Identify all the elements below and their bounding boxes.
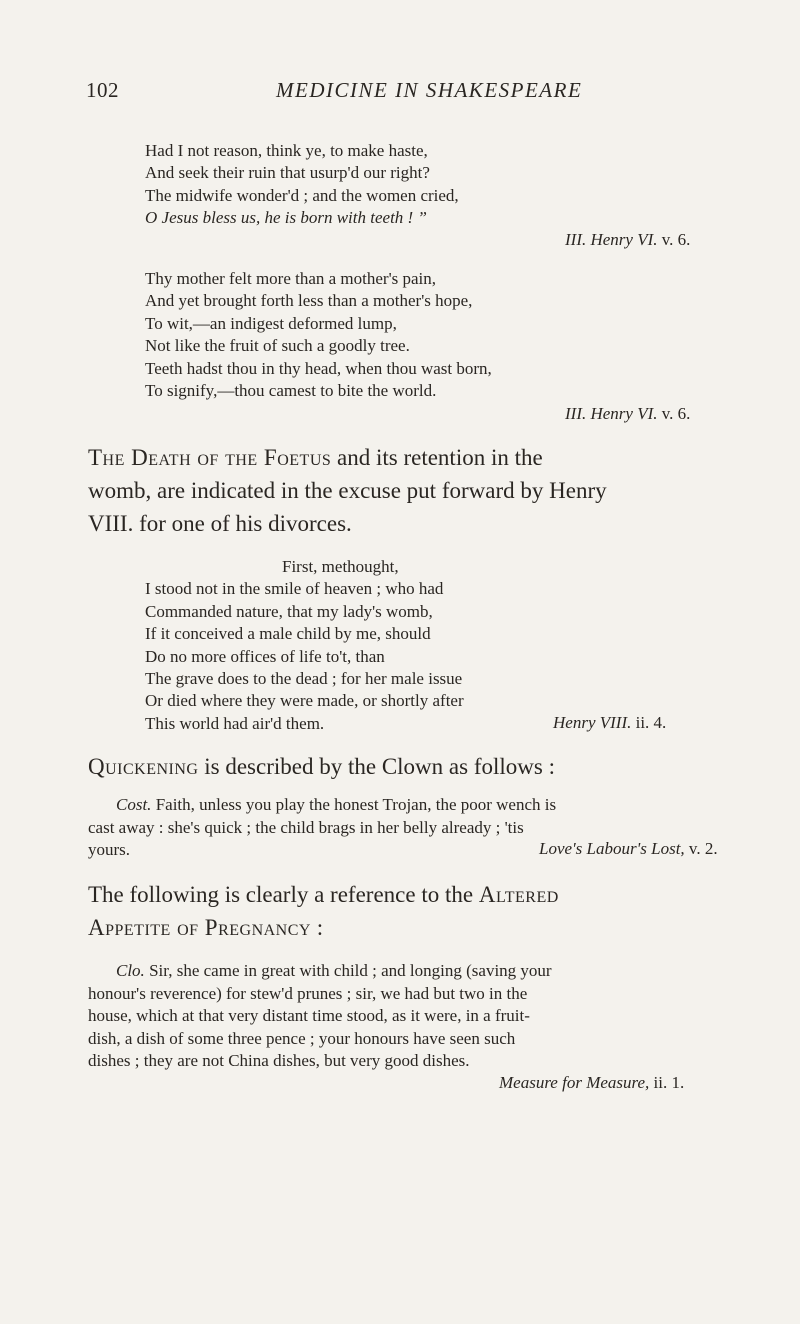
paragraph-line: The Death of the Foetus and its retention in the: [88, 445, 543, 470]
verse-line: Or died where they were made, or shortly after: [145, 691, 464, 711]
citation-ref: ii. 4.: [635, 713, 667, 732]
paragraph-line: womb, are indicated in the excuse put forward by Henry: [88, 478, 607, 503]
running-title: MEDICINE IN SHAKESPEARE: [276, 78, 583, 102]
citation-ref: v. 6.: [661, 230, 691, 249]
prose-line: house, which at that very distant time stood, as it were, in a fruit-: [88, 1006, 530, 1026]
verse-line: First, methought,: [282, 557, 399, 576]
section-lead: The Death of the Foetus: [88, 445, 332, 470]
paragraph-appetite: [88, 878, 761, 944]
citation-title: Measure for Measure,: [499, 1073, 650, 1092]
prose-line: honour's reverence) for stew'd prunes ; sir, we had but two in the: [88, 983, 528, 1003]
verse-line: Teeth hadst thou in thy head, when thou wast born,: [145, 358, 492, 378]
citation-5: [499, 1073, 684, 1093]
prose-quote-5: [88, 960, 761, 1073]
citation-2: [565, 404, 690, 424]
citation-3: [553, 713, 666, 733]
speaker-name: Clo.: [116, 961, 145, 980]
citation-ref: v. 2.: [688, 839, 718, 858]
prose-line: dish, a dish of some three pence ; your honours have seen such: [88, 1028, 516, 1048]
verse-line: The midwife wonder'd ; and the women cried,: [145, 185, 459, 205]
verse-line: Not like the fruit of such a goodly tree.: [145, 336, 410, 356]
verse-line: Thy mother felt more than a mother's pain,: [145, 269, 437, 288]
verse-quote-2: [145, 268, 492, 402]
paragraph-line: The following is clearly a reference to the Altered: [88, 882, 559, 907]
verse-line: This world had air'd them.: [145, 713, 325, 733]
verse-line: The grave does to the dead ; for her male issue: [145, 669, 463, 689]
citation-ref: ii. 1.: [653, 1073, 685, 1092]
paragraph-foetus: [88, 441, 761, 540]
verse-line: If it conceived a male child by me, should: [145, 624, 431, 644]
paragraph-line: Appetite of Pregnancy :: [88, 915, 324, 940]
verse-line: And seek their ruin that usurp'd our right?: [145, 163, 430, 183]
paragraph-line: VIII. for one of his divorces.: [88, 511, 352, 536]
page-number: 102: [86, 78, 119, 102]
citation-title: III. Henry VI.: [565, 404, 658, 423]
verse-quote-3: [145, 556, 464, 735]
verse-line: To signify,—thou camest to bite the world.: [145, 381, 437, 401]
citation-title: Love's Labour's Lost,: [539, 839, 685, 858]
citation-1: [565, 230, 690, 250]
section-lead: Quickening: [88, 754, 199, 779]
speaker-name: Cost.: [116, 795, 152, 814]
citation-title: III. Henry VI.: [565, 230, 658, 249]
verse-line: O Jesus bless us, he is born with teeth ! ”: [145, 208, 427, 228]
prose-line: Clo. Sir, she came in great with child ; and longing (saving your: [116, 961, 552, 980]
prose-line: dishes ; they are not China dishes, but very good dishes.: [88, 1051, 470, 1071]
verse-line: Do no more offices of life to't, than: [145, 646, 385, 666]
verse-quote-1: [145, 140, 459, 230]
prose-line: Cost. Faith, unless you play the honest Trojan, the poor wench is: [116, 795, 557, 814]
paragraph-line: Quickening is described by the Clown as follows :: [88, 754, 555, 779]
citation-title: Henry VIII.: [553, 713, 632, 732]
verse-line: To wit,—an indigest deformed lump,: [145, 313, 397, 333]
verse-line: I stood not in the smile of heaven ; who had: [145, 579, 444, 599]
citation-ref: v. 6.: [661, 404, 691, 423]
page-header: [86, 78, 646, 108]
citation-4: [539, 839, 718, 859]
verse-line: And yet brought forth less than a mother's hope,: [145, 291, 473, 311]
prose-line: yours.: [88, 840, 131, 860]
verse-line: Commanded nature, that my lady's womb,: [145, 601, 433, 621]
prose-line: cast away : she's quick ; the child brags in her belly already ; 'tis: [88, 817, 524, 837]
verse-line: Had I not reason, think ye, to make haste,: [145, 141, 428, 160]
paragraph-quickening: [88, 750, 761, 783]
